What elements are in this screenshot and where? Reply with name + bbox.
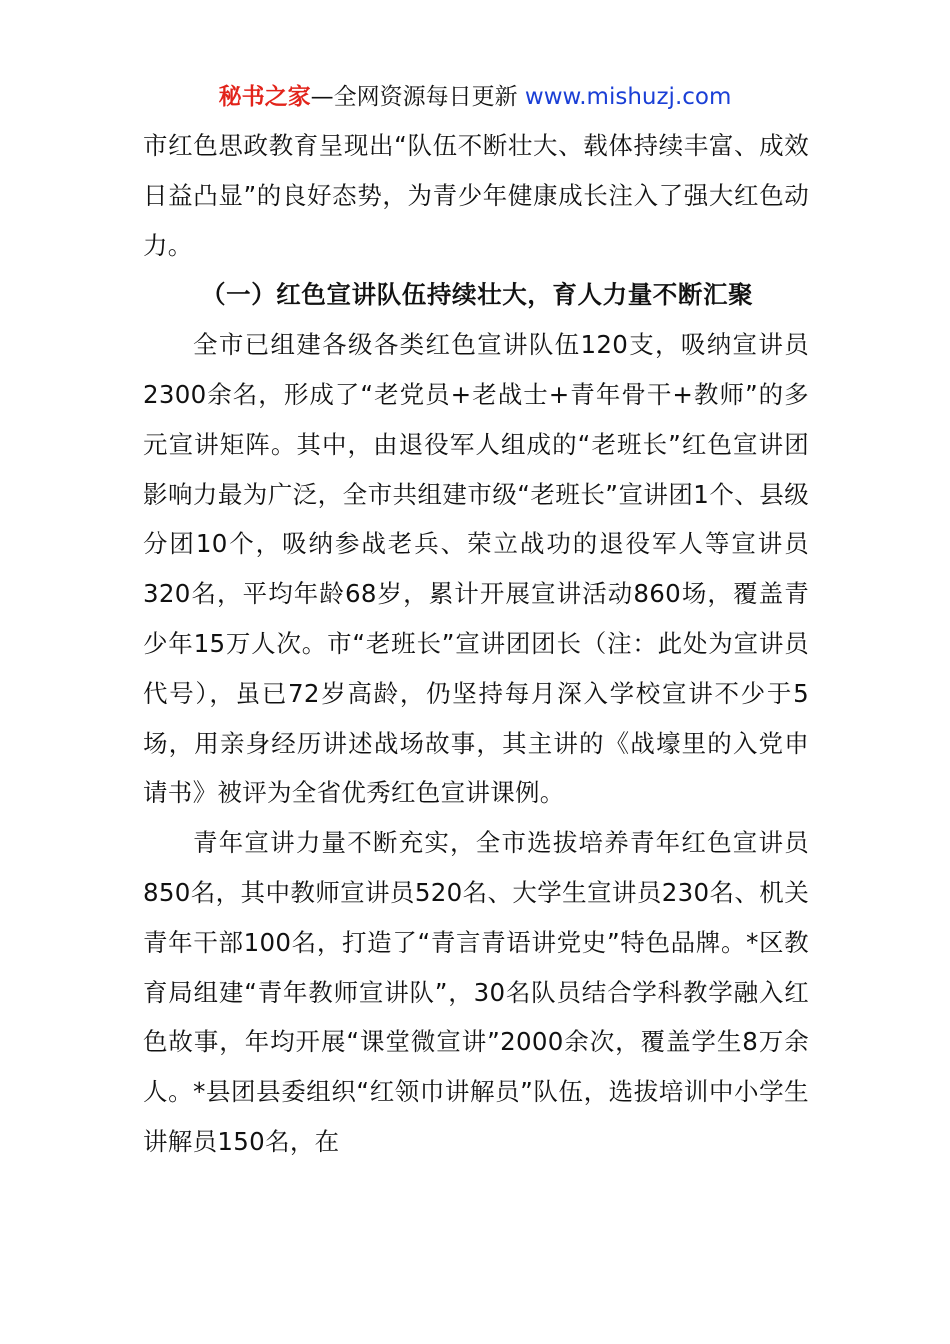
section-heading: （一）红色宣讲队伍持续壮大，育人力量不断汇聚 [201, 280, 754, 310]
site-slogan: —全网资源每日更新 [310, 84, 518, 110]
body-paragraph-2: 青年宣讲力量不断充实，全市选拔培养青年红色宣讲员850名，其中教师宣讲员520名、大学生宣讲员230名、机关青年干部100名，打造了“青言青语讲党史”特色品牌。*区教育局组建“青年教师宣讲队”，30名队员结合学科教学融入红色故事，年均开展“课堂微宣讲”2000余次，覆盖学生8万余人。*县团县委组织“红领巾讲解员”队伍，选拔培训中小学生讲解员150名，在 [143, 828, 809, 1156]
body-paragraph-1: 全市已组建各级各类红色宣讲队伍120支，吸纳宣讲员2300余名，形成了“老党员+老战士+青年骨干+教师”的多元宣讲矩阵。其中，由退役军人组成的“老班长”红色宣讲团影响力最为广泛，全市共组建市级“老班长”宣讲团1个、县级分团10个，吸纳参战老兵、荣立战功的退役军人等宣讲员320名，平均年龄68岁，累计开展宣讲活动860场，覆盖青少年15万人次。市“老班长”宣讲团团长（注：此处为宣讲员代号），虽已72岁高龄，仍坚持每月深入学校宣讲不少于5场，用亲身经历讲述战场故事，其主讲的《战壕里的入党申请书》被评为全省优秀红色宣讲课例。 [143, 330, 809, 808]
document-body [143, 121, 809, 1167]
intro-paragraph: 市红色思政教育呈现出“队伍不断壮大、载体持续丰富、成效日益凸显”的良好态势，为青少年健康成长注入了强大红色动力。 [143, 131, 809, 260]
site-brand: 秘书之家 [218, 84, 311, 110]
site-header [0, 80, 950, 114]
site-url-link[interactable]: www.mishuzj.com [524, 84, 732, 110]
